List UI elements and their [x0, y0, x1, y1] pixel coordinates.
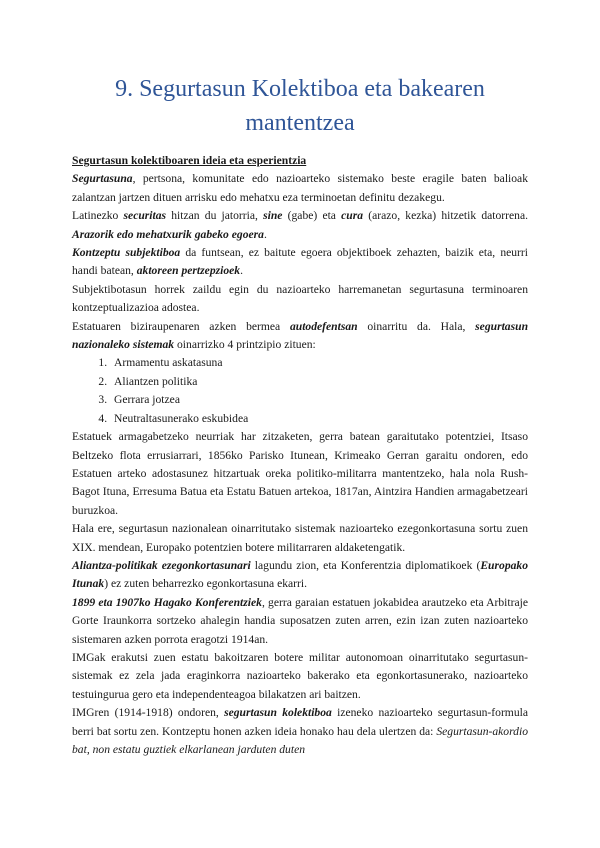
- term-securitas: securitas: [123, 209, 167, 223]
- term-subjective-concept: Kontzeptu subjektiboa: [72, 246, 181, 260]
- section-heading: Segurtasun kolektiboaren ideia eta esperientzia: [72, 154, 307, 167]
- term-cura: cura: [341, 209, 364, 223]
- quote-security-agreement: Segurtasun-akordio bat, non estatu guztiek elkarlanean jarduten duten: [72, 724, 528, 756]
- term-collective-security: segurtasun kolektiboa: [224, 706, 332, 720]
- paragraph-collective-security: IMGren (1914-1918) ondoren, segurtasun kolektiboa izeneko nazioarteko segurtasun-formula berri bat sortu zen. Kontzeptu honen azken ideia honako hau dela ulertzen da: Segurtasun-akordio bat, non estatu guztiek elkarlanean jarduten duten: [72, 706, 528, 756]
- paragraph-wwi-lesson: IMGak erakutsi zuen estatu bakoitzaren botere militar autonomoan oinarritutako segurtasun-sistemak ez zela jada eraginkorra nazioarteko bakerako eta egonkortasunerako, nazioarteko testuingurua gero eta independenteagoa bilakatzen ari baitzen.: [72, 650, 528, 701]
- paragraph-disarmament: Estatuek armagabetzeko neurriak har zitzaketen, gerra batean garaitutako potentziei, Itsaso Beltzeko flota errusiarrari, 1856ko Parisko Itunean, Krimeako Gerran garaitu ondoren, edo Estatuen arteko adostasunez hitzartuak oreka politiko-militarra mantentzeko, hala nola Rush-Bagot Ituna, Erresuma Batua eta Estatu Batuen artekoa, 1817an, Aintzira Handien armagabetzeari buruzkoa.: [72, 430, 528, 517]
- list-item: 1. Armamentu askatasuna: [110, 354, 528, 372]
- paragraph-subjective-concept: Kontzeptu subjektiboa da funtsean, ez baitute egoera objektiboek zehazten, baizik eta, neurri handi batean, aktoreen pertzepzioek.: [72, 246, 528, 278]
- term-self-defense: autodefentsan: [289, 319, 358, 333]
- term-hague-conferences: 1899 eta 1907ko Hagako Konferentziek: [72, 595, 262, 609]
- paragraph-security-definition: Segurtasuna, pertsona, komunitate edo nazioarteko sistemako beste eragile baten balioak zalantzan jartzen dituen arrisku edo mehatxu eza terminoetan definitu dezakegu.: [72, 172, 528, 204]
- paragraph-instability: Hala ere, segurtasun nazionalean oinarritutako sistemak nazioarteko ezegonkortasuna sortu zuen XIX. mendean, Europako potentzien botere militarraren aldaketengatik.: [72, 522, 528, 554]
- term-national-security-systems: segurtasun nazionaleko sistemak: [72, 319, 529, 352]
- list-item: 3. Gerrara jotzea: [110, 391, 528, 409]
- paragraph-alliance-policy: Aliantza-politikak ezegonkortasunari lagundu zion, eta Konferentzia diplomatikoek (Europako Itunak) ez zuten beharrezko egonkortasuna ekarri.: [72, 558, 529, 591]
- term-alliance-policy: Aliantza-politikak ezegonkortasunari: [72, 558, 251, 572]
- paragraph-self-defense: Estatuaren biziraupenaren azken bermea autodefentsan oinarritu da. Hala, segurtasun nazionaleko sistemak oinarrizko 4 printzipio zituen:: [72, 319, 529, 352]
- term-no-threat: Arazorik edo mehatxurik gabeko egoera: [72, 227, 264, 241]
- list-item: 4. Neutraltasunerako eskubidea: [110, 410, 528, 428]
- document-body: [72, 152, 528, 759]
- paragraph-latin-origin: Latinezko securitas hitzan du jatorria, sine (gabe) eta cura (arazo, kezka) hitzetik datorrena. Arazorik edo mehatxurik gabeko egoera.: [72, 209, 528, 241]
- term-actor-perceptions: aktoreen pertzepzioek: [136, 264, 241, 278]
- paragraph-subjectivity: Subjektibotasun horrek zaildu egin du nazioarteko harremanetan segurtasuna terminoaren kontzeptualizazioa adostea.: [72, 282, 528, 315]
- term-european-treaties: Europako Itunak: [72, 558, 529, 591]
- paragraph-hague-conferences: 1899 eta 1907ko Hagako Konferentziek, gerra garaian estatuen jokabidea arautzeko eta Arbitraje Gorte Iraunkorra sortzeko ahalegin handia suposatzen zuten arren, ezin izan zuten nazioarteko sistemaren azken porrota eragotzi 1914an.: [72, 595, 528, 646]
- page-title: 9. Segurtasun Kolektiboa eta bakearen mantentzea: [115, 76, 485, 136]
- term-sine: sine: [263, 209, 283, 223]
- term-segurtasuna: Segurtasuna: [72, 172, 133, 186]
- list-item: 2. Aliantzen politika: [110, 373, 528, 391]
- principles-list: [72, 354, 528, 428]
